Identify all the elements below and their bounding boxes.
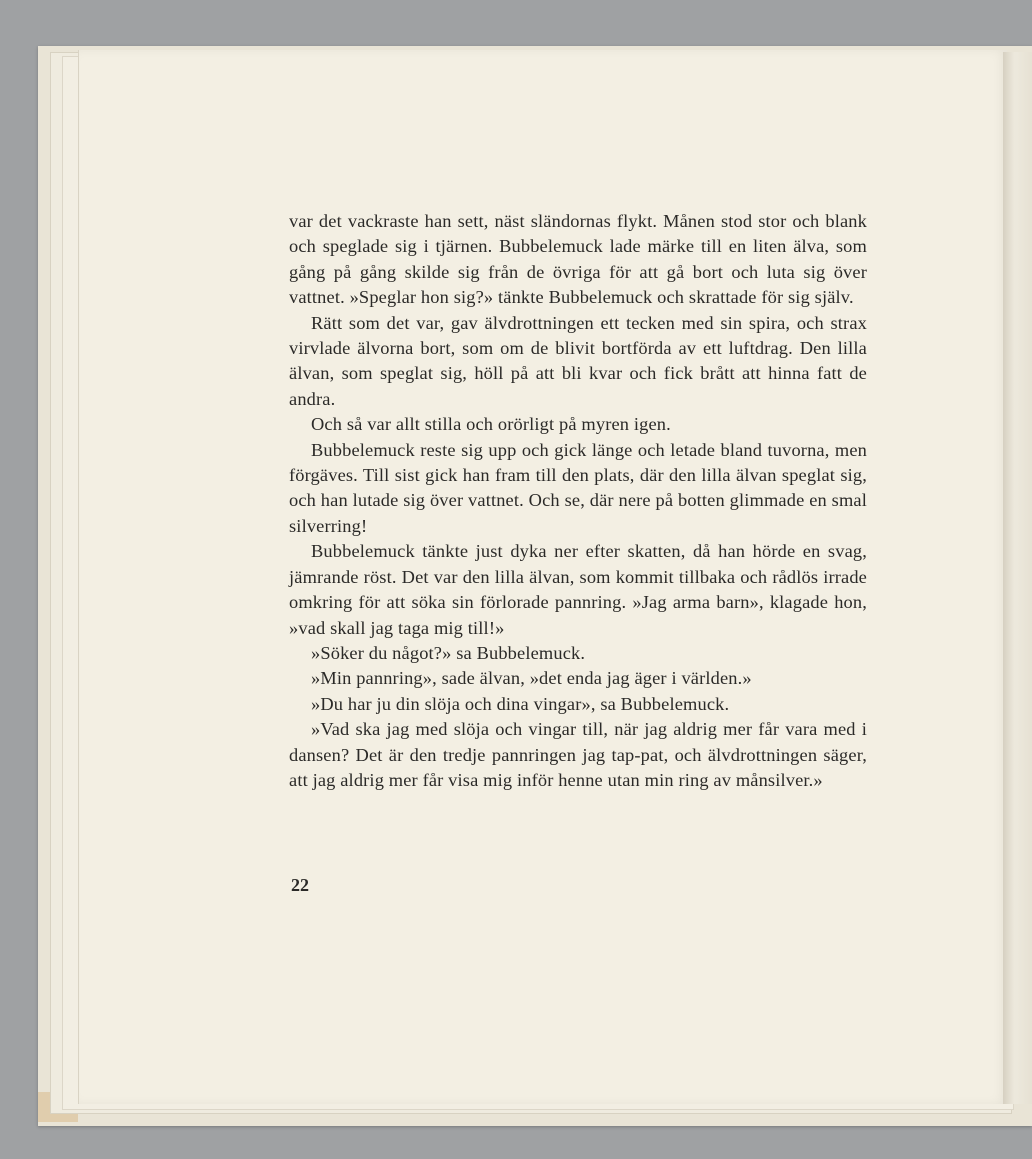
paragraph: Bubbelemuck reste sig upp och gick länge och letade bland tuvorna, men förgäves. Till sist gick han fram till den plats, där den lilla älvan speglat sig, och han lutade sig över vattnet. Och se, där nere på botten glimmade en smal silverring!	[289, 439, 867, 536]
paragraph: »Du har ju din slöja och dina vingar», sa Bubbelemuck.	[311, 693, 730, 714]
paragraph: »Min pannring», sade älvan, »det enda jag äger i världen.»	[311, 668, 752, 689]
paragraph: Rätt som det var, gav älvdrottningen ett tecken med sin spira, och strax virvlade älvorna bort, som om de blivit bortförda av ett luftdrag. Den lilla älvan, som speglat sig, höll på att bli kvar och fick brått att hinna fatt de andra.	[289, 312, 867, 409]
page-text	[289, 209, 867, 793]
paragraph: Och så var allt stilla och orörligt på myren igen.	[311, 414, 671, 435]
paragraph: »Söker du något?» sa Bubbelemuck.	[311, 642, 586, 663]
paragraph: var det vackraste han sett, näst sländornas flykt. Månen stod stor och blank och speglade sig i tjärnen. Bubbelemuck lade märke till en liten älva, som gång på gång skilde sig från de övriga för att gå bort och luta sig över vattnet. »Speglar hon sig?» tänkte Bubbelemuck och skrattade för sig själv.	[289, 211, 867, 308]
page-number: 22	[291, 875, 309, 895]
paragraph: »Vad ska jag med slöja och vingar till, när jag aldrig mer får vara med i dansen? Det är den tredje pannringen jag tap-pat, och älvdrottningen säger, att jag aldrig mer får visa mig inför henne utan min ring av månsilver.»	[289, 719, 867, 790]
paragraph: Bubbelemuck tänkte just dyka ner efter skatten, då han hörde en svag, jämrande röst. Det var den lilla älvan, som kommit tillbaka och rådlös irrade omkring för att söka sin förlorade pannring. »Jag arma barn», klagade hon, »vad skall jag taga mig till!»	[289, 541, 867, 638]
book-gutter	[1003, 52, 1032, 1104]
